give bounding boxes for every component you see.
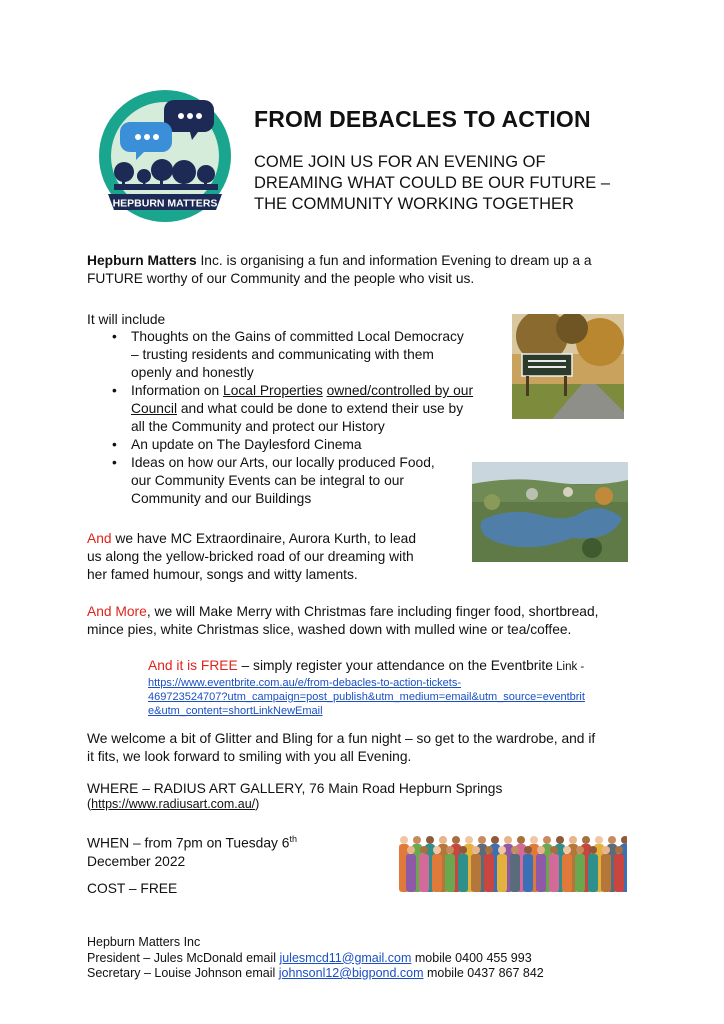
president-email-link[interactable]: julesmcd11@gmail.com — [279, 950, 412, 965]
crowd-illustration — [395, 828, 627, 892]
free-registration-block: And it is FREE – simply register your attendance on the Eventbrite Link - https://www.eventbrite.com.au/e/from-debacles-to-action-tickets- 469723524707?utm_campaign=post_publish&utm_medium=email&utm_source=eventbrit e&utm_content=shortLinkNewEmail — [148, 657, 648, 718]
lake-aerial-photo — [472, 462, 628, 562]
daylesford-sign-photo — [512, 314, 624, 419]
intro-paragraph: Hepburn Matters Inc. is organising a fun and information Evening to dream up a a FUTURE worthy of our Community and the people who visit us. — [87, 253, 592, 286]
cost-line: COST – FREE — [87, 881, 178, 896]
include-heading: It will include — [87, 312, 166, 327]
svg-text:HEPBURN MATTERS: HEPBURN MATTERS — [112, 197, 218, 210]
page-title: FROM DEBACLES TO ACTION — [254, 106, 591, 132]
when-block: WHEN – from 7pm on Tuesday 6th December 2022 — [87, 834, 297, 869]
where-line: WHERE – RADIUS ART GALLERY, 76 Main Road Hepburn Springs — [87, 781, 503, 796]
secretary-email-link[interactable]: johnsonl12@bigpond.com — [278, 966, 424, 980]
include-list — [112, 328, 502, 508]
where-url-line: (https://www.radiusart.com.au/) — [87, 797, 260, 811]
list-item: • Information on Local Properties owned/controlled by our Council and what could be done to extend their use by all the Community and protect our History — [112, 382, 502, 436]
mc-paragraph: And we have MC Extraordinaire, Aurora Kurth, to lead us along the yellow-bricked road of our dreaming with her famed humour, songs and witty laments. — [87, 531, 417, 582]
page-subtitle: COME JOIN US FOR AN EVENING OF DREAMING WHAT COULD BE OUR FUTURE – THE COMMUNITY WORKING TOGETHER — [254, 153, 610, 213]
list-item: • Ideas on how our Arts, our locally produced Food, our Community Events can be integral to our Community and our Buildings — [112, 454, 502, 508]
more-paragraph: And More, we will Make Merry with Christmas fare including finger food, shortbread, mince pies, white Christmas slice, washed down with mulled wine or tea/coffee. — [87, 604, 599, 637]
radiusart-link[interactable]: https://www.radiusart.com.au/ — [91, 797, 256, 811]
footer-contacts: Hepburn Matters Inc President – Jules McDonald email julesmcd11@gmail.com mobile 0400 455 993 Secretary – Louise Johnson email johnsonl12@bigpond.com mobile 0437 867 842 — [87, 935, 544, 980]
hepburn-matters-logo — [88, 86, 242, 226]
list-item: • Thoughts on the Gains of committed Local Democracy – trusting residents and communicating with them openly and honestly — [112, 328, 502, 382]
eventbrite-link[interactable]: https://www.eventbrite.com.au/e/from-debacles-to-action-tickets- 469723524707?utm_campaign=post_publish&utm_medium=email&utm_source=eventbrit e&utm_content=shortLinkNewEmail — [148, 677, 585, 717]
list-item: • An update on The Daylesford Cinema — [112, 436, 502, 454]
glitter-paragraph: We welcome a bit of Glitter and Bling for a fun night – so get to the wardrobe, and if it fits, we look forward to smiling with you all Evening. — [87, 731, 596, 764]
